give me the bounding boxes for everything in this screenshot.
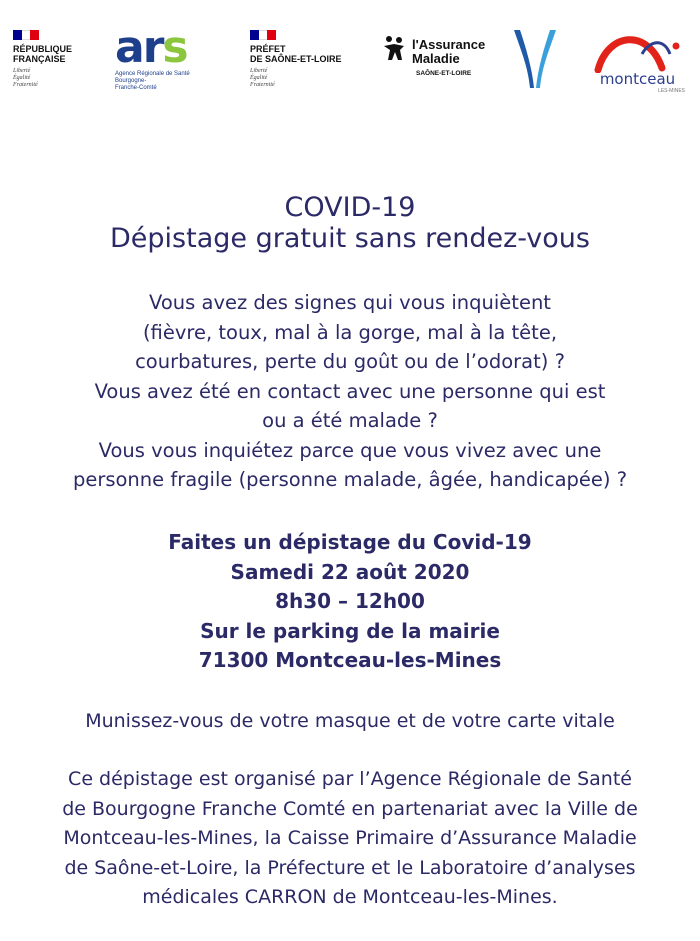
title-line: Dépistage gratuit sans rendez-vous	[110, 223, 590, 254]
organizer-text	[0, 765, 700, 913]
prefet-motto-line: Fraternité	[250, 82, 275, 88]
ars-subtitle-line: Bourgogne-	[115, 78, 147, 84]
v-mark-icon	[510, 28, 560, 90]
body-line: Vous vous inquiétez parce que vous vivez avec une	[98, 438, 602, 462]
assurance-maladie-title-line: Maladie	[412, 51, 460, 66]
symptom-questions	[0, 288, 700, 495]
flag-blue	[13, 30, 22, 40]
logo-row	[0, 0, 700, 110]
event-info	[0, 528, 700, 676]
ars-subtitle-line: Agence Régionale de Santé	[115, 71, 190, 77]
event-date: Samedi 22 août 2020	[230, 559, 470, 584]
flag-red	[267, 30, 276, 40]
assurance-maladie-subtitle: SAÔNE-ET-LOIRE	[416, 70, 472, 77]
french-flag-icon	[13, 30, 39, 40]
organizer-line: de Bourgogne Franche Comté en partenariat avec la Ville de	[62, 797, 638, 820]
organizer-line: Ce dépistage est organisé par l’Agence Régionale de Santé	[68, 768, 632, 790]
info-line: Faites un dépistage du Covid-19	[168, 530, 532, 554]
organizer-line: Montceau-les-Mines, la Caisse Primaire d’Assurance Maladie	[63, 827, 637, 849]
republique-francaise-logo	[13, 30, 93, 89]
ars-logo	[115, 22, 225, 92]
prefet-saone-et-loire-logo	[250, 30, 370, 89]
body-line: personne fragile (personne malade, âgée, handicapée) ?	[72, 468, 628, 491]
figures-icon	[380, 34, 408, 64]
montceau-word: montceau	[599, 70, 676, 88]
montceau-logo	[590, 28, 685, 98]
mask-line: Munissez-vous de votre masque et de votre carte vitale	[85, 710, 615, 732]
event-location: Sur le parking de la mairie	[200, 618, 500, 643]
republique-motto-line: Égalité	[13, 75, 31, 81]
body-line: courbatures, perte du goût ou de l’odorat) ?	[135, 350, 565, 373]
flag-blue	[250, 30, 259, 40]
montceau-arc-icon	[590, 28, 685, 73]
prefet-motto-line: Égalité	[250, 75, 268, 81]
title-line: COVID-19	[284, 192, 416, 223]
mask-notice	[0, 707, 700, 736]
assurance-maladie-title-line: l'Assurance	[412, 37, 486, 52]
body-line: Vous avez des signes qui vous inquiètent	[149, 291, 551, 314]
ars-subtitle-line: Franche-Comté	[115, 85, 157, 91]
page-title	[0, 192, 700, 254]
prefet-title-line: DE SAÔNE-ET-LOIRE	[250, 54, 342, 64]
prefet-title-line: PRÉFET	[250, 44, 286, 54]
organizer-line: de Saône-et-Loire, la Préfecture et le Laboratoire d’analyses	[64, 856, 636, 879]
organizer-line: médicales CARRON de Montceau-les-Mines.	[142, 886, 558, 908]
montceau-subtitle: LES-MINES	[658, 88, 685, 94]
body-line: (fièvre, toux, mal à la gorge, mal à la tête,	[142, 320, 558, 344]
republique-motto-line: Fraternité	[13, 82, 38, 88]
flag-red	[30, 30, 39, 40]
flag-white	[259, 30, 268, 40]
french-flag-icon	[250, 30, 276, 40]
prefet-motto-line: Liberté	[250, 68, 268, 74]
event-time: 8h30 – 12h00	[275, 589, 425, 614]
flag-white	[22, 30, 31, 40]
event-address: 71300 Montceau-les-Mines	[198, 648, 502, 673]
body-line: Vous avez été en contact avec une personne qui est	[94, 379, 606, 403]
body-line: ou a été malade ?	[262, 409, 438, 432]
ars-word-accent: s	[162, 22, 187, 73]
republique-title-line: RÉPUBLIQUE	[13, 44, 73, 54]
republique-motto-line: Liberté	[13, 68, 31, 74]
ars-word-main: ar	[115, 22, 163, 73]
republique-title-line: FRANÇAISE	[13, 54, 66, 64]
